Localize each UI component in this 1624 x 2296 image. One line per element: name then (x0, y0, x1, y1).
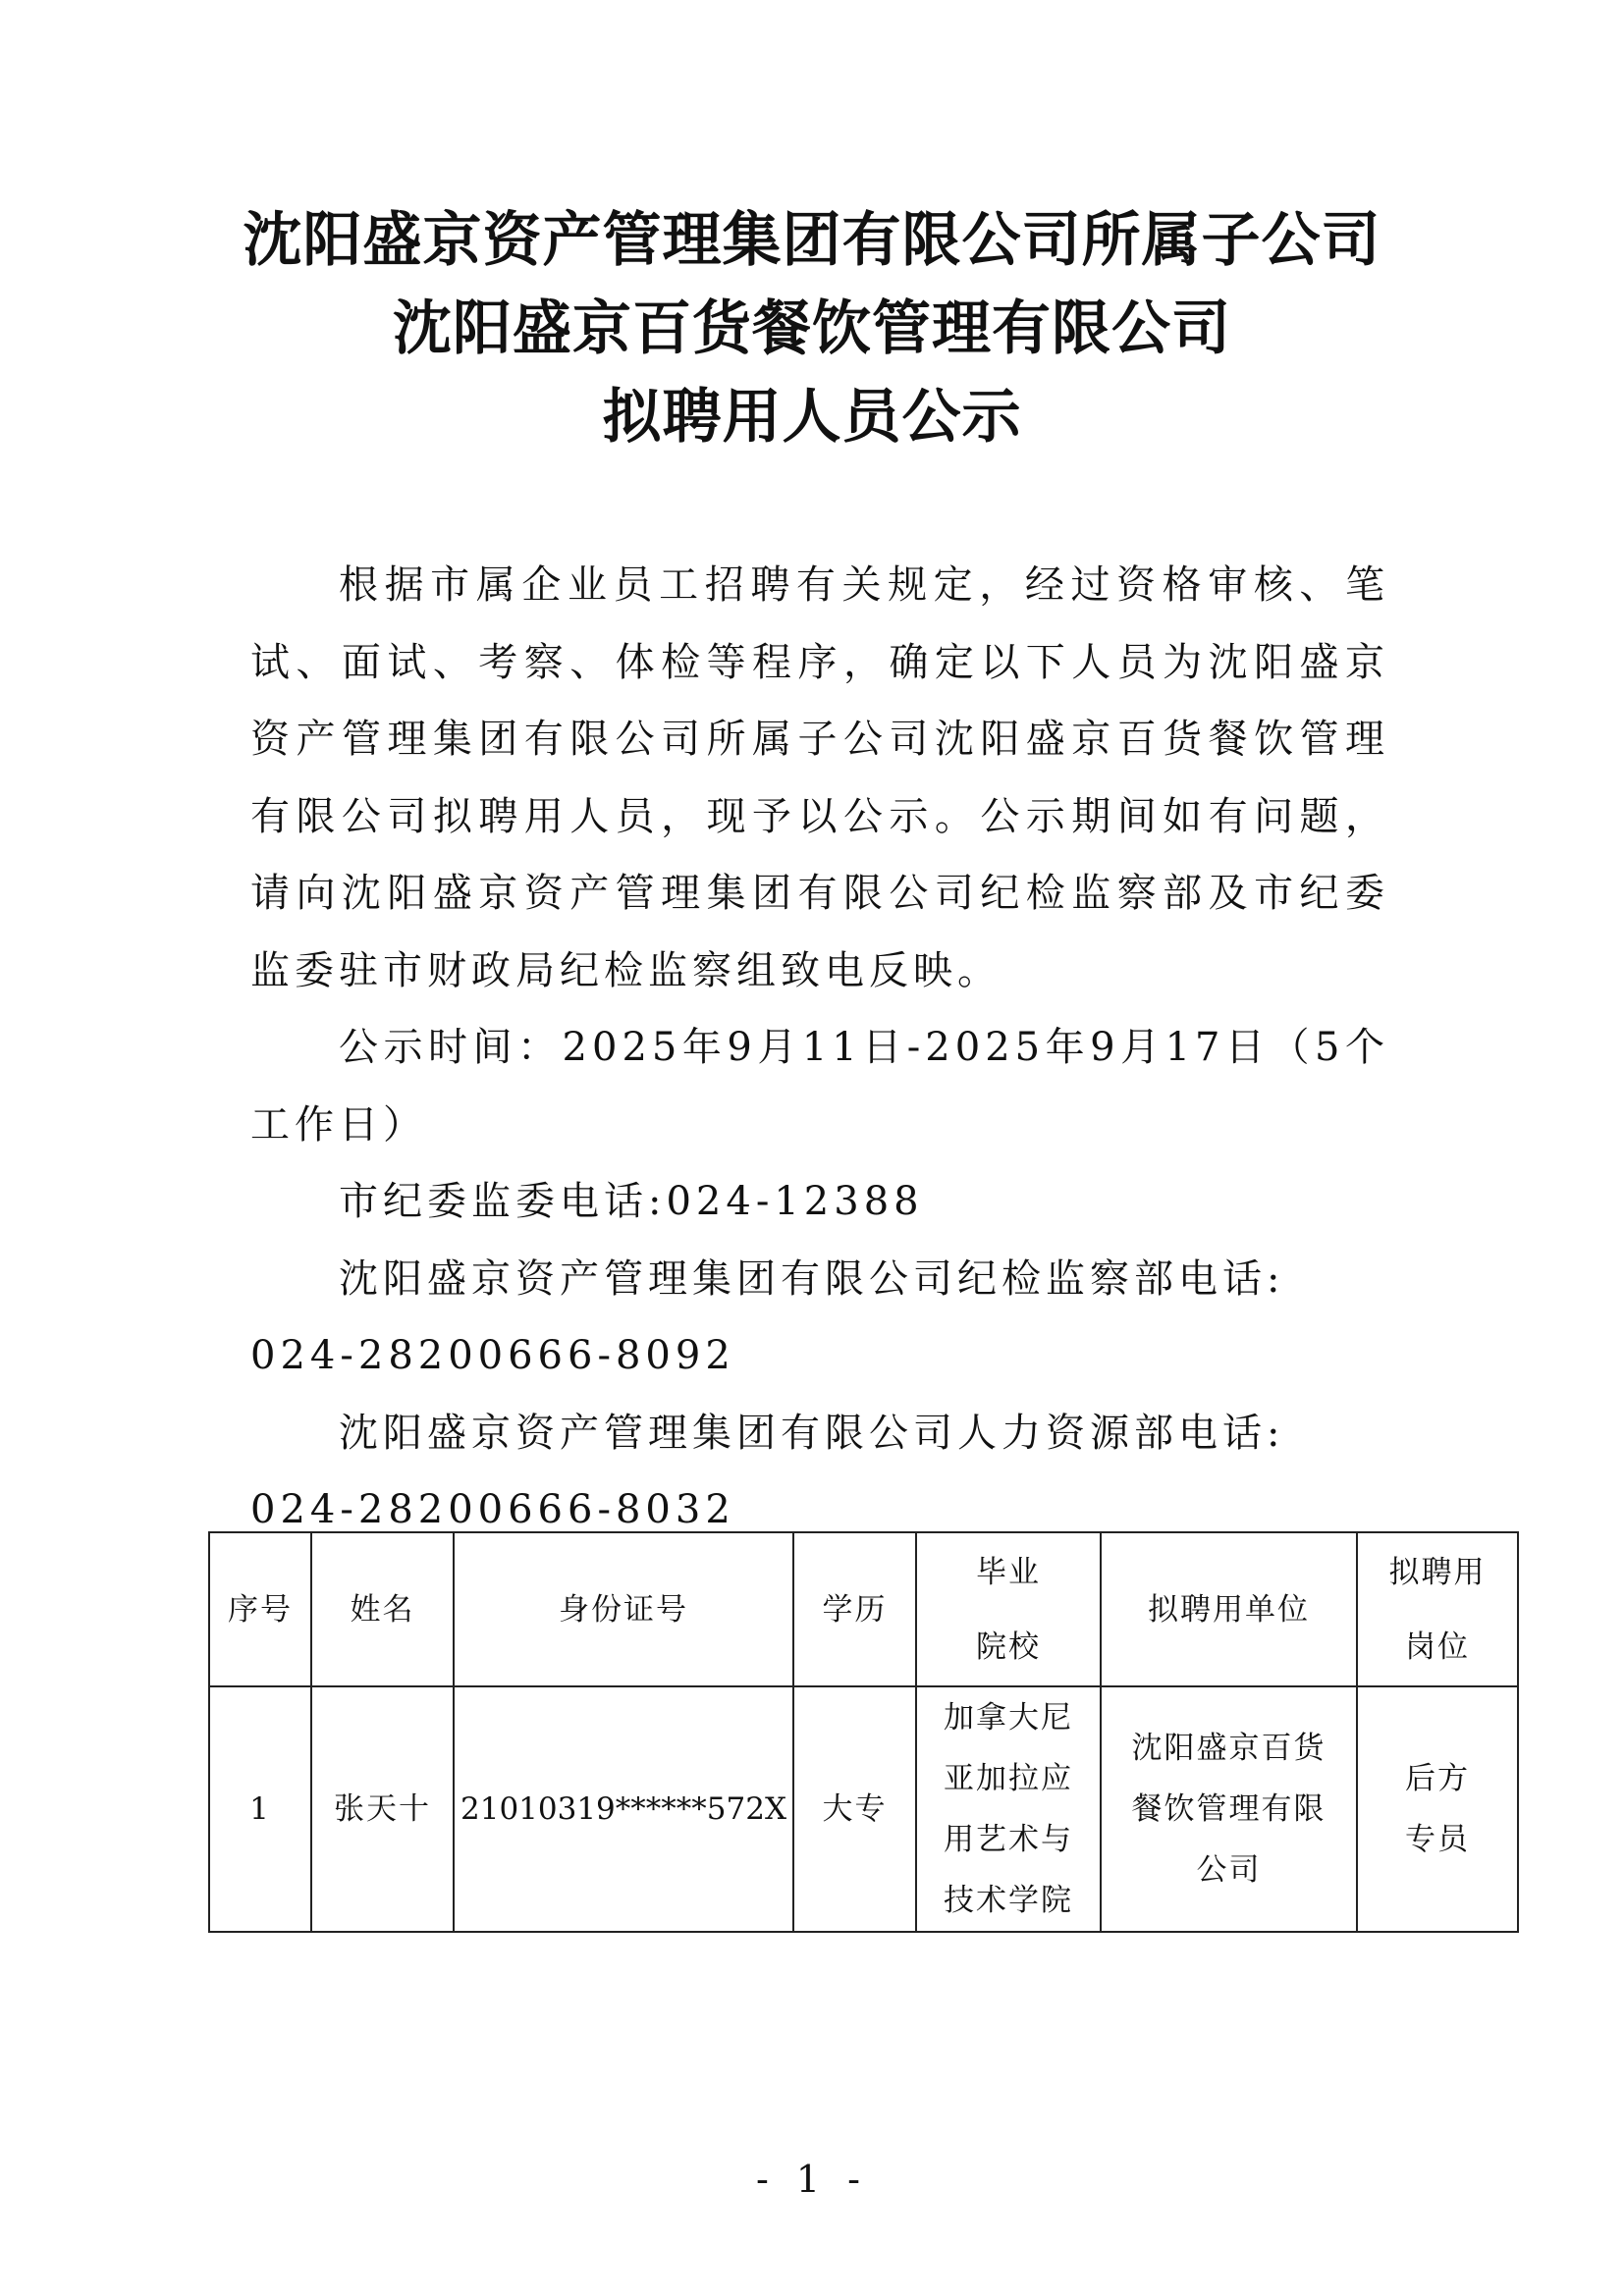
header-position-line2: 岗位 (1405, 1629, 1470, 1665)
cell-education: 大专 (793, 1686, 916, 1932)
cell-id-number: 21010319******572X (454, 1686, 793, 1932)
header-index: 序号 (209, 1532, 311, 1686)
contact-label: 市纪委监委电话: (339, 1179, 667, 1224)
cell-school (916, 1686, 1101, 1932)
header-school-line2: 院校 (976, 1629, 1041, 1665)
contact-label-inspection-dept: 沈阳盛京资产管理集团有限公司纪检监察部电话: (339, 1255, 1285, 1302)
header-unit: 拟聘用单位 (1101, 1532, 1357, 1686)
title-line-2: 沈阳盛京百货餐饮管理有限公司 (393, 294, 1231, 363)
cell-name: 张天十 (311, 1686, 454, 1932)
header-education: 学历 (793, 1532, 916, 1686)
contact-label-hr-dept: 沈阳盛京资产管理集团有限公司人力资源部电话: (339, 1410, 1285, 1456)
notice-body (250, 547, 1389, 1549)
position-text: 后方专员 (1405, 1761, 1470, 1857)
header-name: 姓名 (311, 1532, 454, 1686)
header-school-line1: 毕业 (976, 1554, 1041, 1590)
contact-number: 024-12388 (666, 1179, 924, 1224)
header-position-line1: 拟聘用 (1388, 1554, 1487, 1590)
table-header-row (209, 1532, 1518, 1686)
publicity-period: 公示时间：2025年9月11日-2025年9月17日（5个工作日） (250, 1025, 1389, 1148)
hire-table (208, 1531, 1519, 1933)
unit-text: 沈阳盛京百货餐饮管理有限公司 (1131, 1731, 1326, 1888)
header-id-number: 身份证号 (454, 1532, 793, 1686)
table-row (209, 1686, 1518, 1932)
title-line-1: 沈阳盛京资产管理集团有限公司所属子公司 (243, 206, 1381, 275)
cell-index: 1 (209, 1686, 311, 1932)
contact-number-inspection-dept: 024-28200666-8092 (250, 1333, 735, 1378)
school-text: 加拿大尼亚加拉应用艺术与技术学院 (944, 1700, 1073, 1918)
cell-unit (1101, 1686, 1357, 1932)
title-line-3: 拟聘用人员公示 (602, 383, 1022, 452)
page-number: - 1 - (755, 2158, 868, 2201)
header-position (1357, 1532, 1518, 1686)
header-school (916, 1532, 1101, 1686)
intro-paragraph: 根据市属企业员工招聘有关规定，经过资格审核、笔试、面试、考察、体检等程序，确定以下人员为沈阳盛京资产管理集团有限公司所属子公司沈阳盛京百货餐饮管理有限公司拟聘用人员，现予以公示。公示期间如有问题，请向沈阳盛京资产管理集团有限公司纪检监察部及市纪委监委驻市财政局纪检监察组致电反映。 (250, 562, 1389, 993)
contact-discipline-committee (250, 1163, 1389, 1241)
contact-number-hr-dept: 024-28200666-8032 (250, 1487, 735, 1532)
page-title (0, 196, 1624, 461)
cell-position (1357, 1686, 1518, 1932)
